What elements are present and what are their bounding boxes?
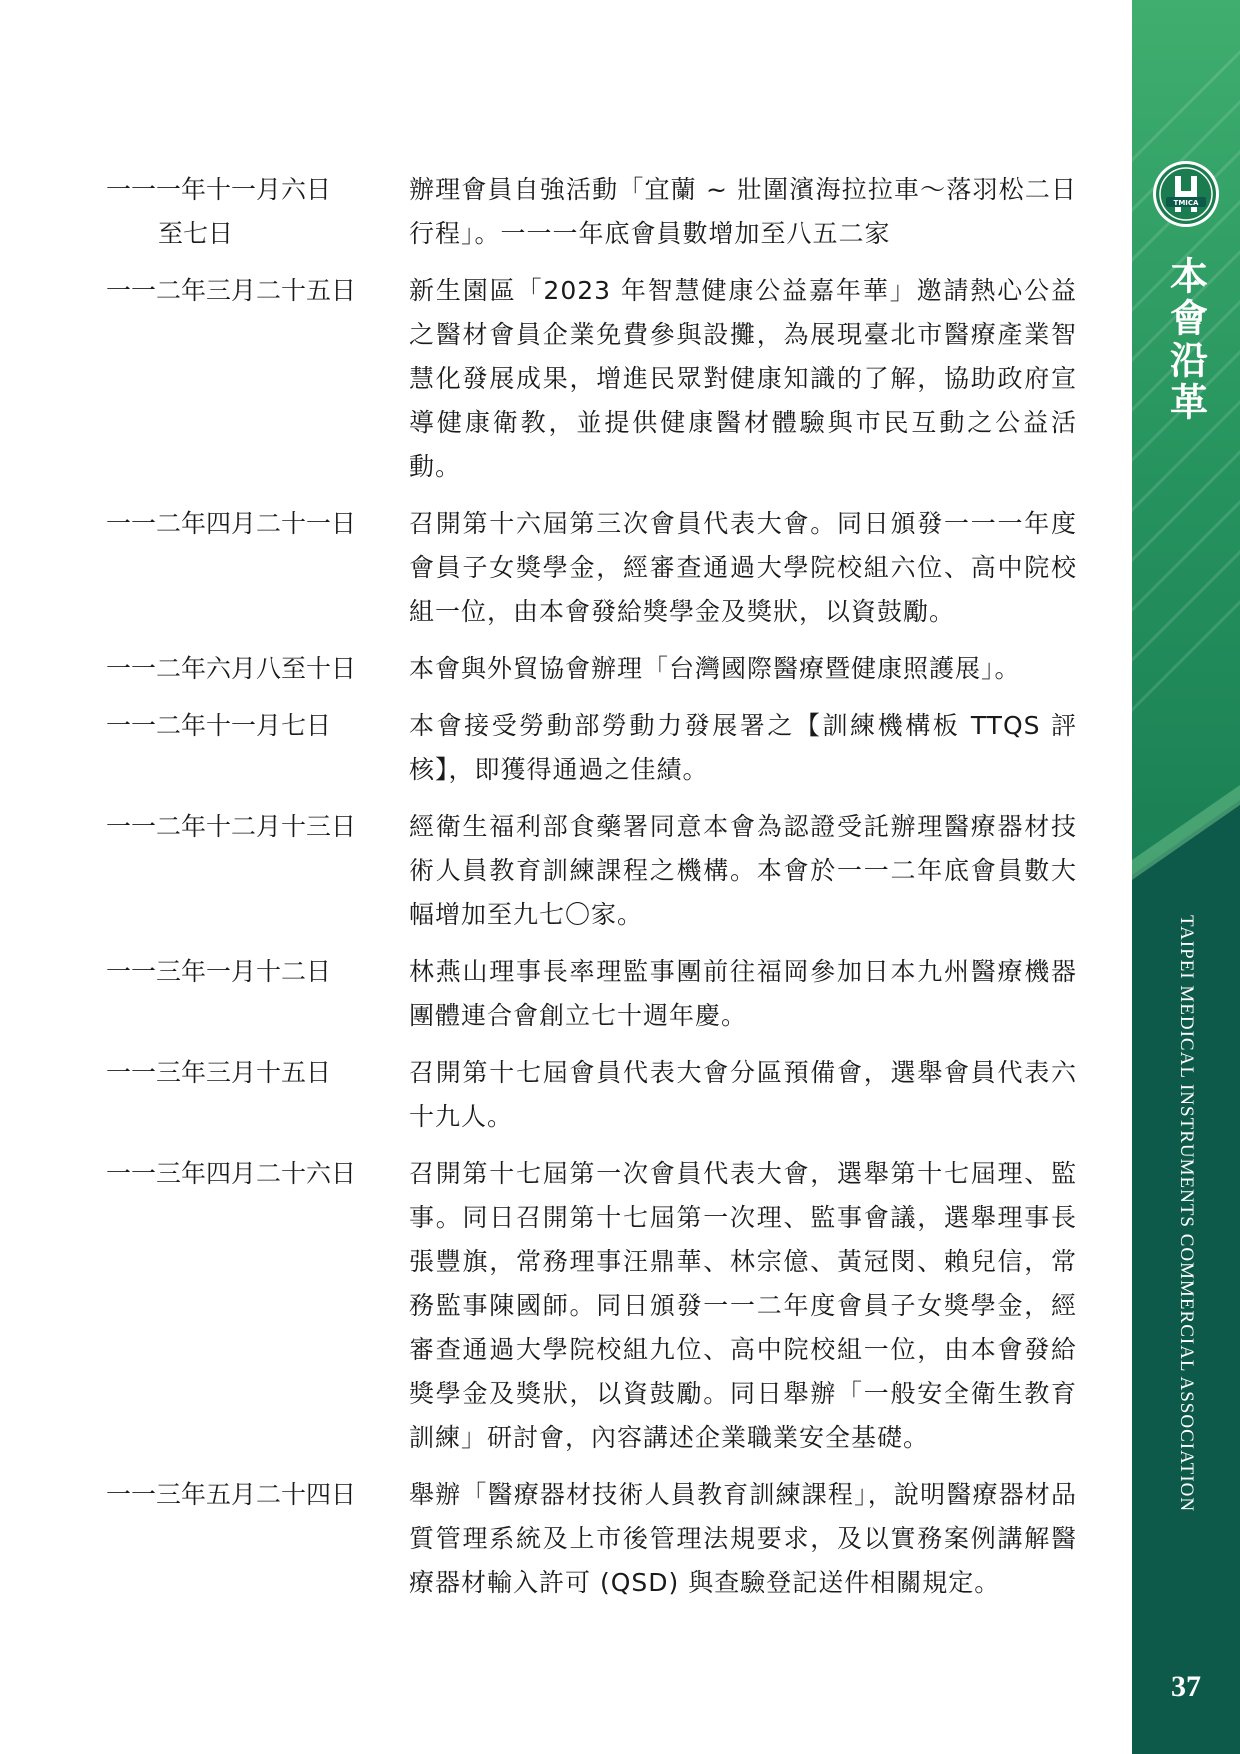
- entry-date: 一一二年四月二十一日: [106, 509, 357, 538]
- entry-date: 一一二年三月二十五日: [106, 276, 357, 305]
- timeline-entry: [106, 1051, 1076, 1139]
- entry-text: 辦理會員自強活動「宜蘭 ~ 壯圍濱海拉拉車～落羽松二日行程」。一一一年底會員數增加至八五二家: [409, 175, 1077, 248]
- entry-text: 召開第十七屆第一次會員代表大會，選舉第十七屆理、監事。同日召開第十七屆第一次理、監事會議，選舉理事長張豐旗，常務理事汪鼎華、林宗億、黃冠閔、賴兒信，常務監事陳國師。同日頒發一一二年度會員子女獎學金，經審查通過大學院校組九位、高中院校組一位，由本會發給獎學金及獎狀，以資鼓勵。同日舉辦「一般安全衛生教育訓練」研討會，內容講述企業職業安全基礎。: [409, 1159, 1077, 1452]
- association-name: TAIPEI MEDICAL INSTRUMENTS COMMERCIAL ASSOCIATION: [1176, 915, 1197, 1513]
- entry-date: 一一二年十一月七日: [106, 711, 332, 740]
- timeline-entry: [106, 1152, 1076, 1460]
- entry-text: 舉辦「醫療器材技術人員教育訓練課程」，說明醫療器材品質管理系統及上市後管理法規要求，及以實務案例講解醫療器材輸入許可 (QSD) 與查驗登記送件相關規定。: [409, 1480, 1077, 1597]
- timeline-entry: [106, 950, 1076, 1038]
- entry-text: 召開第十七屆會員代表大會分區預備會，選舉會員代表六十九人。: [409, 1058, 1077, 1131]
- side-band: [1132, 0, 1240, 1754]
- logo-text: TMICA: [1173, 199, 1199, 207]
- association-logo: [1150, 158, 1222, 230]
- entry-date-line: 一一一年十一月六日: [106, 175, 332, 204]
- entry-text: 本會接受勞動部勞動力發展署之【訓練機構板 TTQS 評核】，即獲得通過之佳績。: [409, 711, 1077, 784]
- section-title: 本會沿革: [1163, 256, 1209, 424]
- entry-text: 經衛生福利部食藥署同意本會為認證受託辦理醫療器材技術人員教育訓練課程之機構。本會於一一二年底會員數大幅增加至九七〇家。: [409, 812, 1077, 929]
- entry-date: 一一二年六月八至十日: [106, 654, 357, 683]
- entry-date: 一一三年一月十二日: [106, 957, 332, 986]
- entry-text: 召開第十六屆第三次會員代表大會。同日頒發一一一年度會員子女獎學金，經審查通過大學院校組六位、高中院校組一位，由本會發給獎學金及獎狀，以資鼓勵。: [409, 509, 1077, 626]
- timeline: [106, 168, 1076, 1618]
- entry-date: 一一三年五月二十四日: [106, 1480, 357, 1509]
- entry-date: 一一三年三月十五日: [106, 1058, 332, 1087]
- entry-date: 一一三年四月二十六日: [106, 1159, 357, 1188]
- timeline-entry: [106, 647, 1076, 691]
- timeline-entry: [106, 704, 1076, 792]
- timeline-entry: [106, 805, 1076, 937]
- timeline-entry: [106, 1473, 1076, 1605]
- entry-text: 本會與外貿協會辦理「台灣國際醫療暨健康照護展」。: [409, 654, 1021, 683]
- page-number: 37: [1171, 1670, 1201, 1703]
- entry-date: 一一二年十二月十三日: [106, 812, 357, 841]
- entry-date-continuation: 至七日: [158, 219, 234, 248]
- entry-text: 新生園區「2023 年智慧健康公益嘉年華」邀請熱心公益之醫材會員企業免費參與設攤，為展現臺北市醫療產業智慧化發展成果，增進民眾對健康知識的了解，協助政府宣導健康衛教，並提供健康醫材體驗與市民互動之公益活動。: [409, 276, 1077, 481]
- timeline-entry: [106, 168, 1076, 256]
- entry-date: [106, 168, 409, 256]
- timeline-entry: [106, 269, 1076, 489]
- timeline-entry: [106, 502, 1076, 634]
- entry-text: 林燕山理事長率理監事團前往福岡參加日本九州醫療機器團體連合會創立七十週年慶。: [409, 957, 1077, 1030]
